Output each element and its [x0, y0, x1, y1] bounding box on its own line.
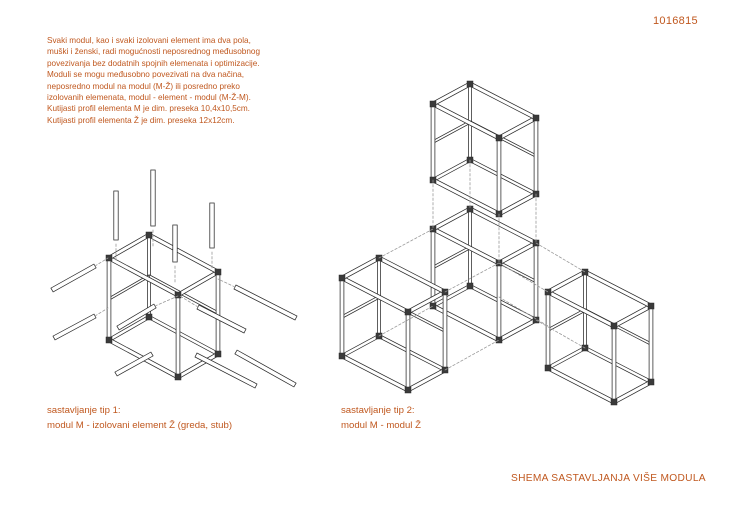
frame-beam	[341, 276, 409, 313]
module-frame	[545, 269, 654, 405]
frame-beam	[469, 285, 536, 322]
frame-beam	[547, 347, 586, 370]
frame-beam	[407, 368, 446, 391]
frame-beam	[432, 227, 500, 264]
caption-type2-title: sastavljanje tip 2:	[341, 405, 415, 416]
joint-connector	[467, 81, 473, 87]
frame-beam	[547, 270, 586, 293]
caption-type2-text: modul M - modul Ž	[341, 419, 421, 431]
frame-beam	[341, 256, 380, 279]
frame-beam	[469, 82, 537, 119]
joint-connector	[146, 314, 152, 320]
frame-beam	[547, 309, 585, 331]
frame-beam	[443, 292, 447, 370]
joint-connector	[611, 399, 617, 405]
description-line: izolovanih elemenata, modul - element - modul (M-Ž-M).	[47, 93, 251, 103]
module-frames	[106, 81, 654, 405]
sheet-number: 1016815	[653, 15, 698, 27]
frame-beam	[341, 296, 379, 318]
frame-beam	[176, 295, 180, 377]
joint-connector	[430, 101, 436, 107]
joint-connector	[405, 387, 411, 393]
frame-beam	[498, 241, 537, 264]
frame-beam	[148, 275, 218, 314]
frame-beam	[432, 246, 470, 268]
frame-beam	[497, 138, 501, 214]
alignment-line	[95, 308, 108, 316]
frame-beam	[534, 243, 538, 320]
frame-beam	[51, 264, 96, 292]
frame-beam	[431, 104, 435, 180]
joint-connector	[106, 255, 112, 261]
joint-connector	[215, 269, 221, 275]
description-line: Kutijasti profil elementa M je dim. preseka 10,4x10,5cm.	[47, 104, 250, 114]
alignment-line	[155, 296, 178, 306]
frame-beam	[148, 233, 219, 273]
frame-beam	[173, 225, 177, 262]
module-frame	[430, 81, 539, 217]
frame-beam	[431, 229, 435, 306]
frame-beam	[613, 304, 652, 327]
frame-beam	[114, 191, 118, 240]
frame-beam	[107, 258, 111, 340]
frame-beam	[210, 203, 214, 248]
frame-beam	[497, 263, 501, 340]
joint-connector	[496, 135, 502, 141]
description-line: povezivanja bez dodatnih spojnih elemenata i optimizacije.	[47, 58, 260, 68]
frame-beam	[547, 290, 615, 327]
frame-beam	[534, 118, 538, 194]
frame-beam	[612, 326, 616, 402]
joint-connector	[339, 275, 345, 281]
frame-beam	[547, 366, 615, 403]
frame-beam	[340, 278, 344, 356]
frame-beam	[177, 270, 219, 296]
joint-connector	[339, 353, 345, 359]
frame-beam	[148, 316, 219, 356]
joint-connector	[467, 283, 473, 289]
frame-beam	[432, 82, 471, 105]
isolated-elements	[51, 170, 297, 388]
frame-beam	[341, 354, 409, 391]
frame-beam	[469, 159, 536, 196]
frame-beam	[378, 335, 445, 372]
frame-beam	[53, 314, 96, 340]
alignment-line	[379, 229, 433, 258]
description-line: muški i ženski, radi mogućnosti neposrednog međusobnog	[47, 47, 260, 57]
alignment-line	[536, 243, 585, 272]
frame-beam	[151, 170, 155, 226]
joint-connector	[405, 309, 411, 315]
frame-beam	[584, 270, 652, 307]
description-line: neposredno modul na modul (M-Ž) ili posredno preko	[47, 81, 240, 91]
frame-beam	[406, 312, 410, 390]
joint-connector	[648, 303, 654, 309]
caption-assembly-type-1	[47, 404, 232, 433]
joint-connector	[146, 232, 152, 238]
frame-beam	[197, 305, 246, 333]
alignment-line	[445, 340, 499, 370]
description-line: Moduli se mogu međusobno povezivati na dva načina,	[47, 70, 245, 80]
alignment-line	[218, 279, 235, 287]
frame-beam	[546, 292, 550, 368]
joint-connector	[106, 337, 112, 343]
joint-connector	[533, 115, 539, 121]
caption-type1-title: sastavljanje tip 1:	[47, 405, 121, 416]
description-line: Svaki modul, kao i svaki izolovani element ima dva pola,	[47, 36, 251, 45]
caption-assembly-type-2	[341, 404, 421, 433]
joint-connector	[648, 379, 654, 385]
sheet-title: SHEMA SASTAVLJANJA VIŠE MODULA	[511, 473, 706, 484]
joint-connector	[215, 351, 221, 357]
frame-beam	[584, 347, 651, 384]
alignment-line	[499, 297, 548, 326]
frame-beam	[432, 102, 500, 139]
frame-beam	[432, 159, 471, 182]
frame-beam	[432, 304, 500, 341]
joint-connector	[611, 323, 617, 329]
frame-beam	[498, 318, 537, 341]
frame-beam	[498, 192, 537, 215]
frame-beam	[216, 272, 220, 354]
frame-beam	[498, 116, 537, 139]
frame-beam	[432, 121, 470, 143]
frame-beam	[613, 380, 652, 403]
frame-beam	[108, 256, 179, 296]
joint-connector	[175, 374, 181, 380]
joint-connector	[545, 365, 551, 371]
frame-beam	[432, 207, 471, 230]
frame-beam	[234, 285, 297, 320]
caption-type1-text: modul M - izolovani element Ž (greda, stub)	[47, 419, 233, 431]
frame-beam	[649, 306, 653, 382]
frame-beam	[341, 335, 380, 358]
description-line: Kutijasti profil elementa Ž je dim. preseka 12x12cm.	[47, 115, 235, 125]
frame-beam	[378, 256, 446, 293]
